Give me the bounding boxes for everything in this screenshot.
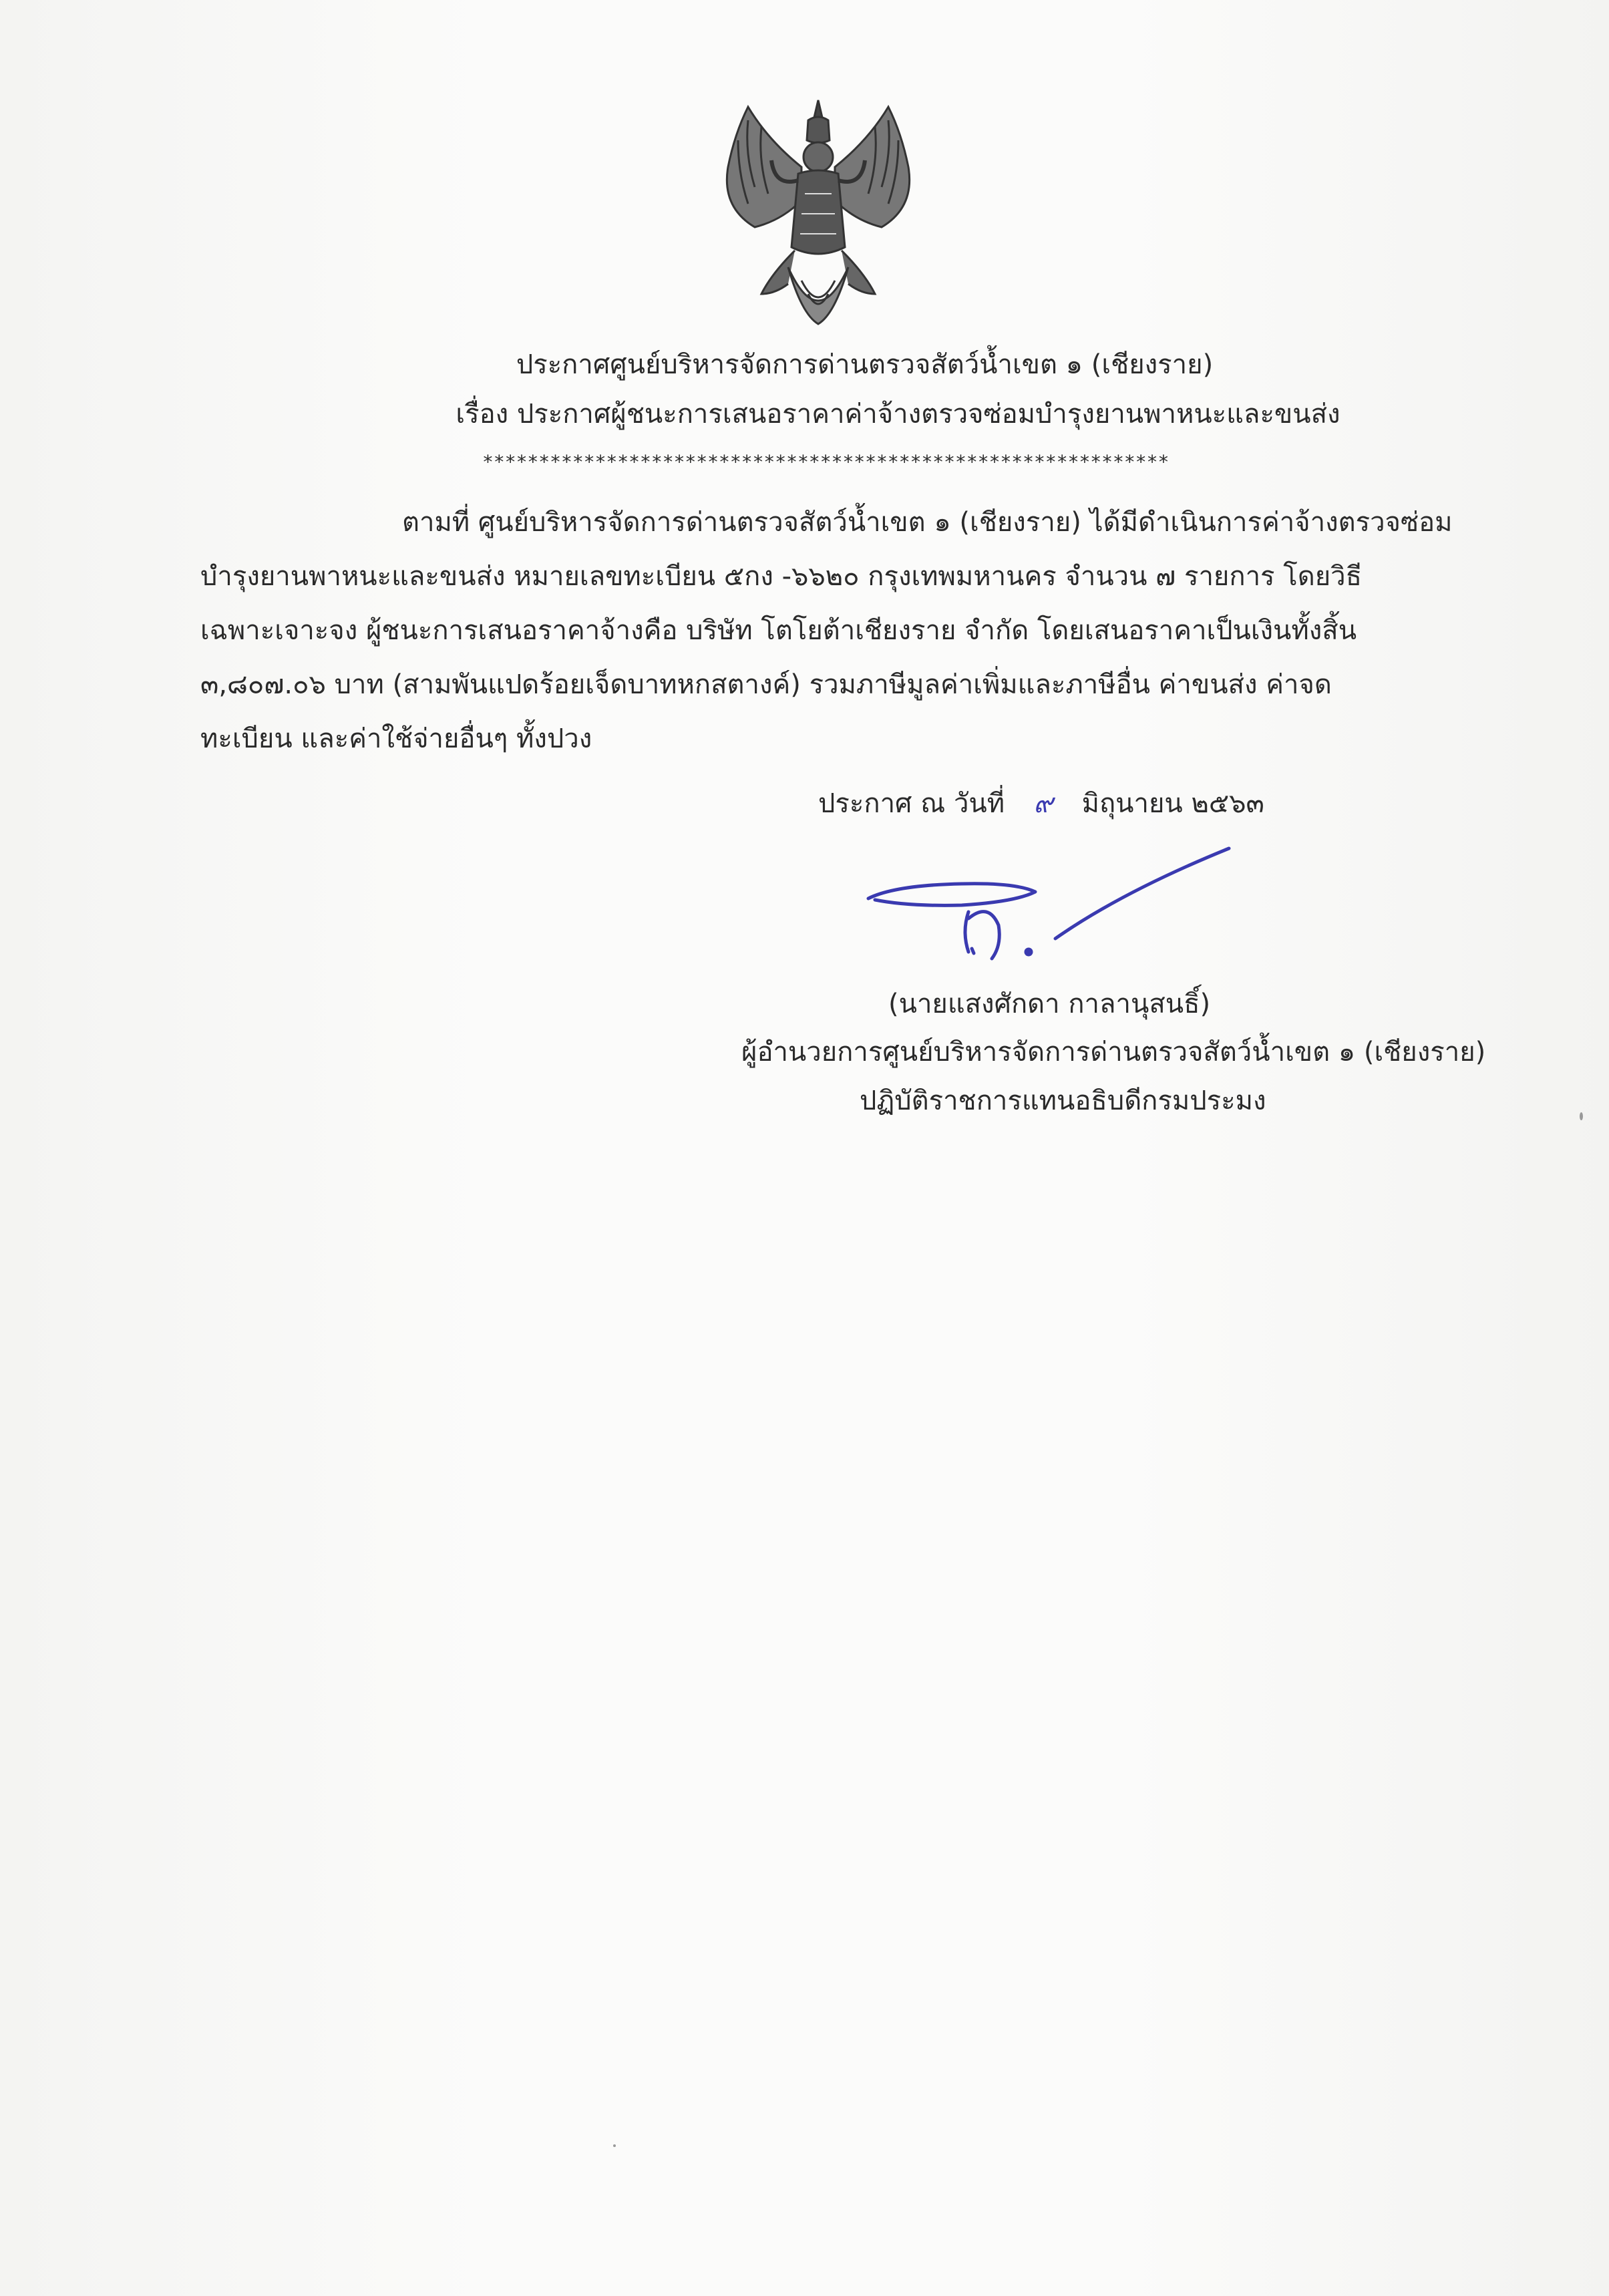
body-line: บำรุงยานพาหนะและขนส่ง หมายเลขทะเบียน ๕กง -๖๖๒๐ กรุงเทพมหานคร จำนวน ๗ รายการ โดยวิธี: [200, 561, 1363, 592]
signer-name: (นายแสงศักดา กาลานุสนธิ์): [888, 989, 1211, 1019]
date-month-year: มิถุนายน ๒๕๖๓: [1081, 788, 1264, 819]
announcement-subject: เรื่อง ประกาศผู้ชนะการเสนอราคาค่าจ้างตรวจซ่อมบำรุงยานพาหนะและขนส่ง: [456, 399, 1340, 430]
scan-speck: [1580, 1112, 1583, 1120]
body-line: ตามที่ ศูนย์บริหารจัดการด่านตรวจสัตว์น้ำเขต ๑ (เชียงราย) ได้มีดำเนินการค่าจ้างตรวจซ่อม: [402, 507, 1453, 538]
announcement-title: ประกาศศูนย์บริหารจัดการด่านตรวจสัตว์น้ำเขต ๑ (เชียงราย): [516, 349, 1214, 380]
announcement-date: [818, 785, 1264, 822]
body-line: ทะเบียน และค่าใช้จ่ายอื่นๆ ทั้งปวง: [200, 723, 592, 754]
scan-speck: [613, 2144, 616, 2147]
garuda-emblem: [708, 94, 928, 334]
body-line: ๓,๘๐๗.๐๖ บาท (สามพันแปดร้อยเจ็ดบาทหกสตางค์) รวมภาษีมูลค่าเพิ่มและภาษีอื่น ค่าขนส่ง ค่าจด: [200, 669, 1332, 700]
signer-role: ปฏิบัติราชการแทนอธิบดีกรมประมง: [860, 1086, 1266, 1116]
date-prefix: ประกาศ ณ วันที่: [818, 788, 1005, 819]
date-day-handwritten: ๙: [1033, 788, 1053, 819]
body-line: เฉพาะเจาะจง ผู้ชนะการเสนอราคาจ้างคือ บริษัท โตโยต้าเชียงราย จำกัด โดยเสนอราคาเป็นเงินทั้งสิ้น: [200, 615, 1357, 646]
handwritten-signature: [855, 838, 1242, 972]
asterisk-separator: *************************************************************: [482, 451, 1170, 473]
announcement-body: [200, 496, 1469, 766]
signer-title: ผู้อำนวยการศูนย์บริหารจัดการด่านตรวจสัตว์น้ำเขต ๑ (เชียงราย): [741, 1037, 1486, 1068]
